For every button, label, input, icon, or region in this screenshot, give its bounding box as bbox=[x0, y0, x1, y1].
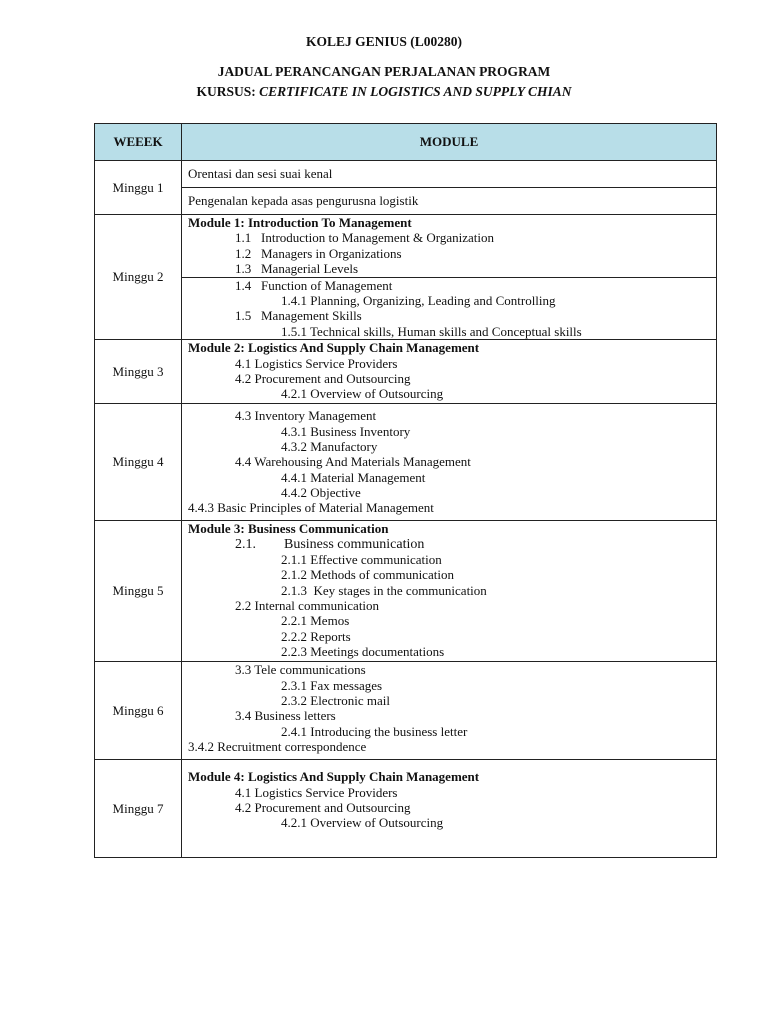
table-header-row bbox=[95, 124, 717, 161]
subtopic-line: 2.1.3 Key stages in the communication bbox=[281, 582, 487, 598]
document-title: JADUAL PERANCANGAN PERJALANAN PROGRAM bbox=[217, 64, 551, 79]
topic-line: 3.3 Tele communications bbox=[235, 662, 366, 678]
week-cell: Minggu 2 bbox=[95, 215, 182, 340]
table-row bbox=[95, 340, 717, 404]
module-heading: Module 1: Introduction To Management bbox=[188, 215, 412, 230]
module-cell bbox=[182, 161, 717, 188]
header-week: WEEEK bbox=[95, 124, 182, 161]
module-cell bbox=[182, 340, 717, 404]
table-row bbox=[95, 161, 717, 188]
topic-line: 3.4 Business letters bbox=[235, 708, 336, 724]
table-row bbox=[95, 215, 717, 278]
topic-line: 4.2 Procurement and Outsourcing bbox=[235, 370, 411, 386]
subtopic-line: 2.2.3 Meetings documentations bbox=[281, 644, 445, 660]
module-cell bbox=[182, 277, 717, 340]
topic-line: 2.2 Internal communication bbox=[235, 598, 380, 614]
header-module: MODULE bbox=[182, 124, 717, 161]
table-row bbox=[95, 188, 717, 215]
module-heading: Module 2: Logistics And Supply Chain Management bbox=[188, 340, 480, 356]
course-name: CERTIFICATE IN LOGISTICS AND SUPPLY CHIAN bbox=[259, 84, 572, 99]
week-cell: Minggu 4 bbox=[95, 404, 182, 521]
table-row bbox=[95, 760, 717, 858]
module-cell bbox=[182, 404, 717, 521]
table-row bbox=[95, 277, 717, 340]
topic-line: 4.3 Inventory Management bbox=[235, 408, 377, 424]
module-cell bbox=[182, 662, 717, 760]
schedule-table bbox=[94, 123, 717, 858]
topic-line: 1.5 Management Skills bbox=[235, 308, 362, 324]
module-heading: Module 4: Logistics And Supply Chain Management bbox=[188, 769, 480, 785]
module-cell bbox=[182, 215, 717, 278]
topic-line: 1.1 Introduction to Management & Organization bbox=[235, 230, 494, 246]
subtopic-line: 2.1.1 Effective communication bbox=[281, 551, 442, 567]
subtopic-line: 2.3.2 Electronic mail bbox=[281, 692, 391, 708]
subtopic-line: 2.1.2 Methods of communication bbox=[281, 567, 454, 583]
topic-line bbox=[188, 537, 716, 552]
subtopic-line: 4.3.1 Business Inventory bbox=[281, 423, 411, 439]
table-row bbox=[95, 521, 717, 662]
subtopic-line: 2.4.1 Introducing the business letter bbox=[281, 723, 468, 739]
table-row bbox=[95, 404, 717, 521]
topic-line: 4.2 Procurement and Outsourcing bbox=[235, 799, 411, 815]
week-cell: Minggu 7 bbox=[95, 760, 182, 858]
college-name: KOLEJ GENIUS (L00280) bbox=[305, 34, 463, 49]
week-cell: Minggu 1 bbox=[95, 161, 182, 215]
topic-line: 1.2 Managers in Organizations bbox=[235, 245, 402, 261]
subtopic-line: 4.4.1 Material Management bbox=[281, 469, 426, 485]
topic-line: 4.1 Logistics Service Providers bbox=[235, 784, 398, 800]
subtopic-line: 4.4.2 Objective bbox=[281, 485, 361, 501]
topic-number: 2.1. bbox=[235, 536, 256, 552]
module-heading: Module 3: Business Communication bbox=[188, 521, 389, 537]
module-cell bbox=[182, 521, 717, 662]
subtopic-line: 2.2.1 Memos bbox=[281, 613, 350, 629]
module-cell bbox=[182, 760, 717, 858]
course-line bbox=[0, 84, 768, 100]
topic-line: 3.4.2 Recruitment correspondence bbox=[188, 739, 367, 755]
subtopic-line: 1.5.1 Technical skills, Human skills and Conceptual skills bbox=[281, 323, 582, 339]
subtopic-line: 4.2.1 Overview of Outsourcing bbox=[281, 815, 444, 831]
week-cell: Minggu 3 bbox=[95, 340, 182, 404]
topic-line: 1.4 Function of Management bbox=[235, 277, 393, 293]
week-cell: Minggu 6 bbox=[95, 662, 182, 760]
week-cell: Minggu 5 bbox=[95, 521, 182, 662]
subtopic-line: 2.3.1 Fax messages bbox=[281, 677, 383, 693]
module-cell bbox=[182, 188, 717, 215]
subtopic-line: 4.3.2 Manufactory bbox=[281, 438, 378, 454]
topic-line: 4.4.3 Basic Principles of Material Management bbox=[188, 500, 434, 516]
topic-line: 1.3 Managerial Levels bbox=[235, 261, 359, 277]
table-row bbox=[95, 662, 717, 760]
course-prefix: KURSUS: bbox=[196, 84, 256, 99]
subtopic-line: 2.2.2 Reports bbox=[281, 628, 351, 644]
subtopic-line: 4.2.1 Overview of Outsourcing bbox=[281, 386, 444, 402]
topic-line: 4.1 Logistics Service Providers bbox=[235, 355, 398, 371]
topic-title: Business communication bbox=[284, 536, 425, 552]
module-line: Orentasi dan sesi suai kenal bbox=[188, 166, 333, 182]
module-line: Pengenalan kepada asas pengurusna logistik bbox=[188, 193, 419, 209]
subtopic-line: 1.4.1 Planning, Organizing, Leading and Controlling bbox=[281, 292, 556, 308]
topic-line: 4.4 Warehousing And Materials Management bbox=[235, 454, 471, 470]
